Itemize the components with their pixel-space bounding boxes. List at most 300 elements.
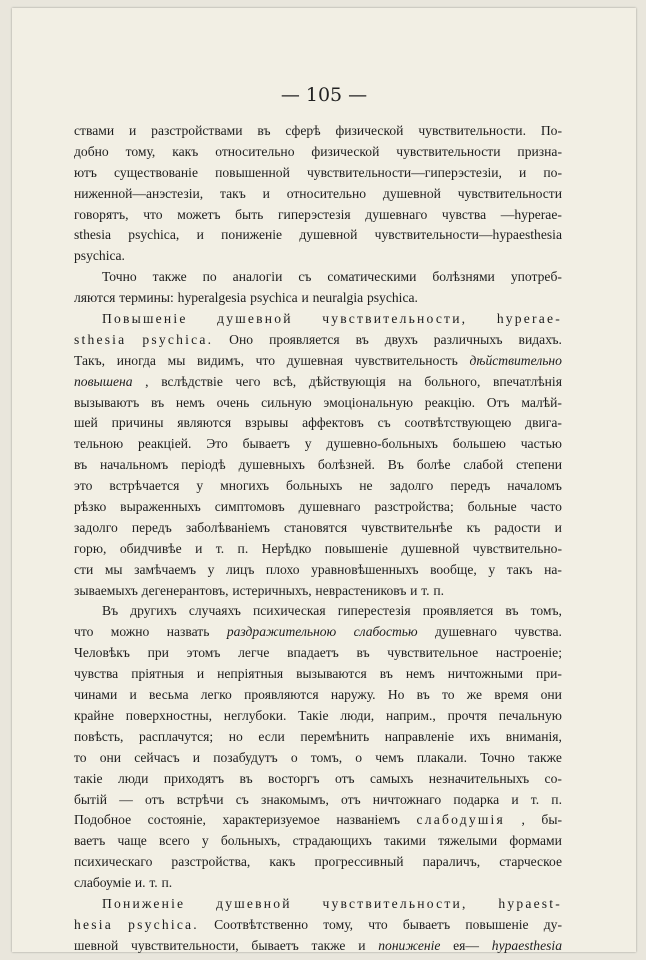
text-line [74,142,562,163]
word: прочтя [447,707,487,723]
word: и [410,582,418,598]
word: душевной [401,540,460,556]
word: душевной [216,895,292,911]
word: такъ [220,185,246,201]
word: душевнаго [365,206,428,222]
word: больные [467,499,517,515]
word: соматическими [327,269,417,285]
word: немъ [405,666,435,682]
word: psychica. [142,331,214,347]
word: шей [74,415,98,431]
word: замѣчаемъ [134,561,197,577]
word: позабудутъ [213,749,278,765]
word: Человѣкъ [74,645,130,661]
word: пріятныя [131,666,184,682]
word: ея— [453,937,480,953]
word: малѣй- [521,394,562,410]
text-line [74,163,562,184]
word: какъ [269,854,296,870]
word: psychica. [74,248,125,264]
word: встрѣчи [176,791,224,807]
word: направленіе [384,728,455,744]
word: въ [505,603,519,619]
word: и [262,185,270,201]
word: слабостью [353,624,418,640]
word: восторгъ [268,770,320,786]
word: чувствительно- [472,540,562,556]
word: у [207,561,215,577]
text-line [74,455,562,476]
word: повышенной [215,164,290,180]
word: иногда [116,352,156,368]
word: къ [466,519,481,535]
word: душевнаго [298,499,361,515]
word: и [129,123,137,138]
word: при [147,645,169,661]
word: Точно [102,269,137,285]
page-number: — 105 — [280,84,368,106]
word: разстройствами [151,123,243,138]
word: не [359,478,373,494]
word: и [301,290,309,306]
word: тому, [125,143,156,159]
word: у [196,478,204,494]
word: двухъ [384,331,418,347]
word: сферѣ [285,123,321,138]
word: ствами [74,123,115,138]
word: гиперэстезія [277,206,351,222]
word: встрѣчается [109,478,180,494]
text-line [74,246,562,267]
word: реакціей. [138,436,192,452]
word: прогрессивный [314,854,404,870]
word: ничтожными [447,666,524,682]
word: крайне [74,707,115,723]
word: видахъ. [518,331,562,347]
word: чинами [74,687,118,703]
word: чувствительности, [322,895,468,911]
word: очень [216,394,250,410]
word: проявляется [269,331,340,347]
word: чувства. [514,624,562,640]
word: по [202,269,217,285]
word: душевныхъ [238,457,305,473]
word: что [255,352,276,368]
word: подарка [453,791,500,807]
word: но [228,728,243,744]
word: всего [159,833,190,849]
word: въ [239,770,253,786]
text-line [74,706,562,727]
word: неврастениковъ [315,582,407,598]
word: п. [237,540,249,556]
word: при- [536,666,562,682]
word: по- [543,164,562,180]
word: непріятныя [217,666,284,682]
word: названіемъ [336,812,400,828]
word: также [311,937,346,953]
word: ихъ [469,728,491,744]
word: , [521,812,525,828]
word: вызываютъ [74,394,140,410]
word: состояніе, [147,812,206,828]
word: болѣзней. [317,457,375,473]
word: чувства [74,666,119,682]
text-line [74,727,562,748]
text-line [74,581,562,602]
word: т. [530,791,540,807]
word: томъ, [530,603,562,619]
word: въ [74,457,88,473]
word: являются [177,415,232,431]
paragraph [74,267,562,309]
word: легче [238,645,270,661]
paragraph [74,121,562,267]
word: знакомымъ, [260,791,329,807]
text-line [74,936,562,957]
word: раздражительною [226,624,337,640]
word: заболѣваніемъ [185,519,270,535]
word: п. [161,875,173,891]
word: отъ [341,791,361,807]
word: время [494,687,529,703]
word: душевной [217,311,293,327]
word: приходятъ [163,770,225,786]
word: т. [215,540,225,556]
word: чувствительнѣе [361,519,453,535]
text-line [74,622,562,643]
word: добно [74,143,109,159]
word: разстройства, [171,854,251,870]
word: душевно-больныхъ [326,436,438,452]
text-line [74,748,562,769]
word: на [398,373,412,389]
word: сти [74,561,94,577]
word: слабодушія [416,812,505,828]
word: перемѣнить [300,728,370,744]
word: двига- [525,415,562,431]
word: неглубоки. [223,707,287,723]
word: поверхностны, [125,707,213,723]
word: самыхъ [369,770,414,786]
word: Такіе [298,707,329,723]
word: можно [110,624,150,640]
word: разстройства; [374,499,454,515]
word: незначительныхъ [428,770,530,786]
word: призна- [517,143,562,159]
text-line [74,225,562,246]
word: началомъ [507,478,562,494]
word: вообще, [430,561,477,577]
word: п. [433,582,445,598]
word: дѣйствующія [308,373,386,389]
word: въ [356,645,370,661]
word: чувствительности, [131,937,239,953]
word: Соотвѣтственно [214,916,309,932]
word: съ [298,269,312,285]
word: и [192,749,201,765]
text-line [74,685,562,706]
word: наружу. [330,687,376,703]
word: Въ [102,603,119,619]
word: , [145,373,149,389]
word: чувствительность [354,352,458,368]
word: часто [530,499,562,515]
word: Подобное [74,812,132,828]
word: Точно [480,749,515,765]
word: бы- [541,812,562,828]
word: и [511,791,519,807]
word: люди [118,770,149,786]
word: сейчасъ [134,749,180,765]
word: бываетъ [251,937,299,953]
word: передъ [131,519,172,535]
word: весьма [149,687,189,703]
word: такіе [74,770,103,786]
word: такими [383,833,426,849]
word: и [554,519,562,535]
text-line [74,309,562,330]
word: причины [111,415,164,431]
text-line [74,288,562,309]
word: въ [257,123,271,138]
word: чувствительности, [322,311,468,327]
word: т. [421,582,430,598]
word: душевная [286,352,343,368]
word: физической [335,123,404,138]
word: плакали. [416,749,467,765]
word: и [196,227,204,243]
word: ничтожнаго [372,791,442,807]
word: говорятъ, [74,206,129,222]
word: psychica, [128,227,180,243]
word: Повышеніе [102,311,188,327]
word: чувствительности [457,185,562,201]
word: чувствительности—гиперэстезіи, [306,164,502,180]
word: задолго [389,478,434,494]
word: Оно [229,331,254,347]
word: лицъ [225,561,255,577]
word: — [119,791,133,807]
word: на- [544,561,562,577]
word: что [143,206,163,222]
word: томъ, [310,749,343,765]
word: ляются [74,290,116,306]
word: относительно [286,185,367,201]
word: сильную [261,394,312,410]
text-line [74,434,562,455]
word: проявляется [422,603,494,619]
word: душевной [299,227,358,243]
word: въ [416,687,430,703]
word: уравновѣшенныхъ [311,561,419,577]
word: впадаетъ [287,645,339,661]
word: радости [494,519,541,535]
word: мы [167,352,186,368]
word: также [527,749,562,765]
word: повышеніе [465,916,529,932]
word: многихъ [220,478,270,494]
word: Пониженіе [102,895,186,911]
word: Это [206,436,228,452]
text-line [74,643,562,664]
word: то [74,749,87,765]
word: и [196,666,205,682]
word: вызываются [296,666,367,682]
word: большею [452,436,506,452]
word: у [304,436,312,452]
word: люди, [340,707,375,723]
body-text [74,121,562,957]
word: чаще [117,833,147,849]
text-line [74,539,562,560]
word: дѣйствительно [469,352,562,368]
word: настроеніе; [495,645,562,661]
word: psychica [250,290,298,306]
word: же [466,687,483,703]
text-line [74,205,562,226]
word: зываемыхъ [74,582,138,598]
word: бываетъ [402,916,451,932]
word: повѣсть, [74,728,124,744]
word: слабоуміе [74,875,132,891]
text-line [74,852,562,873]
word: становятся [284,519,348,535]
text-line [74,790,562,811]
word: болѣе [416,457,451,473]
word: ниженной—анэстезіи, [74,185,204,201]
text-line [74,267,562,288]
text-line [74,831,562,852]
word: взрывы [245,415,289,431]
word: тяжелыми [438,833,498,849]
word: другихъ [130,603,177,619]
word: выраженныхъ [120,499,201,515]
word: hyperalgesia [177,290,247,306]
word: быть [235,206,264,222]
word: у [488,561,496,577]
text-line [74,518,562,539]
text-line [74,497,562,518]
word: и. [134,875,146,891]
text-line [74,330,562,351]
text-line [74,372,562,393]
paragraph [74,894,562,957]
word: аффектовъ [302,415,364,431]
word: повышена [74,373,133,389]
word: чувствительности [396,143,501,159]
text-line [74,560,562,581]
word: аналогіи [232,269,283,285]
word: ютъ [74,164,97,180]
word: —hyperae- [500,206,562,222]
word: плохо [265,561,300,577]
word: Отъ [486,394,510,410]
word: больныхъ [286,478,343,494]
word: реакцію. [424,394,476,410]
word: душевной [382,185,441,201]
text-line [74,393,562,414]
word: отъ [334,770,355,786]
word: эмоціональную [323,394,414,410]
word: вниманія, [505,728,562,744]
word: sthesia [74,331,127,347]
word: такъ [506,561,533,577]
word: дегенерантовъ, [141,582,229,598]
word: они [99,749,122,765]
book-page [12,8,636,952]
word: относительно [215,143,295,159]
word: наприм., [385,707,436,723]
word: легко [200,687,232,703]
word: употреб- [510,269,562,285]
word: о [355,749,363,765]
word: въ [355,331,369,347]
word: съ [235,791,249,807]
word: болѣзнями [432,269,495,285]
word: тельною [74,436,124,452]
word: частью [520,436,562,452]
word: hypaesthesia [491,937,562,953]
word: проявляются [244,687,319,703]
word: тому, [323,916,354,932]
word: они [540,687,562,703]
word: обидчивѣе [119,540,182,556]
word: больныхъ, [220,833,281,849]
word: термины: [119,290,174,306]
word: немъ [175,394,205,410]
word: бытій [74,791,108,807]
word: больного, [424,373,481,389]
word: страдающихъ [292,833,372,849]
word: о [290,749,298,765]
word: neuralgia [312,290,364,306]
word: психическаго [74,854,153,870]
word: случаяхъ [188,603,241,619]
word: ваетъ [74,833,106,849]
text-line [74,351,562,372]
word: hypaest- [498,895,562,911]
text-line [74,769,562,790]
word: этомъ [186,645,221,661]
text-line [74,601,562,622]
word: и [358,937,366,953]
word: характеризуемое [222,812,320,828]
word: психическая [252,603,326,619]
word: то [441,687,455,703]
text-line [74,915,562,936]
text-line [74,476,562,497]
word: Такъ, [74,352,106,368]
word: и [195,540,203,556]
word: слабой [463,457,504,473]
word: пониженіе [221,227,283,243]
word: Но [387,687,405,703]
word: sthesia [74,227,111,243]
word: видимъ, [197,352,244,368]
word: формами [509,833,562,849]
text-line [74,894,562,915]
word: hesia [74,916,113,932]
word: передъ [450,478,491,494]
word: истеричныхъ, [232,582,312,598]
word: чувствительности. [418,123,526,138]
word: также [152,269,187,285]
word: если [258,728,285,744]
word: можетъ [177,206,221,222]
word: степени [516,457,562,473]
word: отъ [144,791,165,807]
